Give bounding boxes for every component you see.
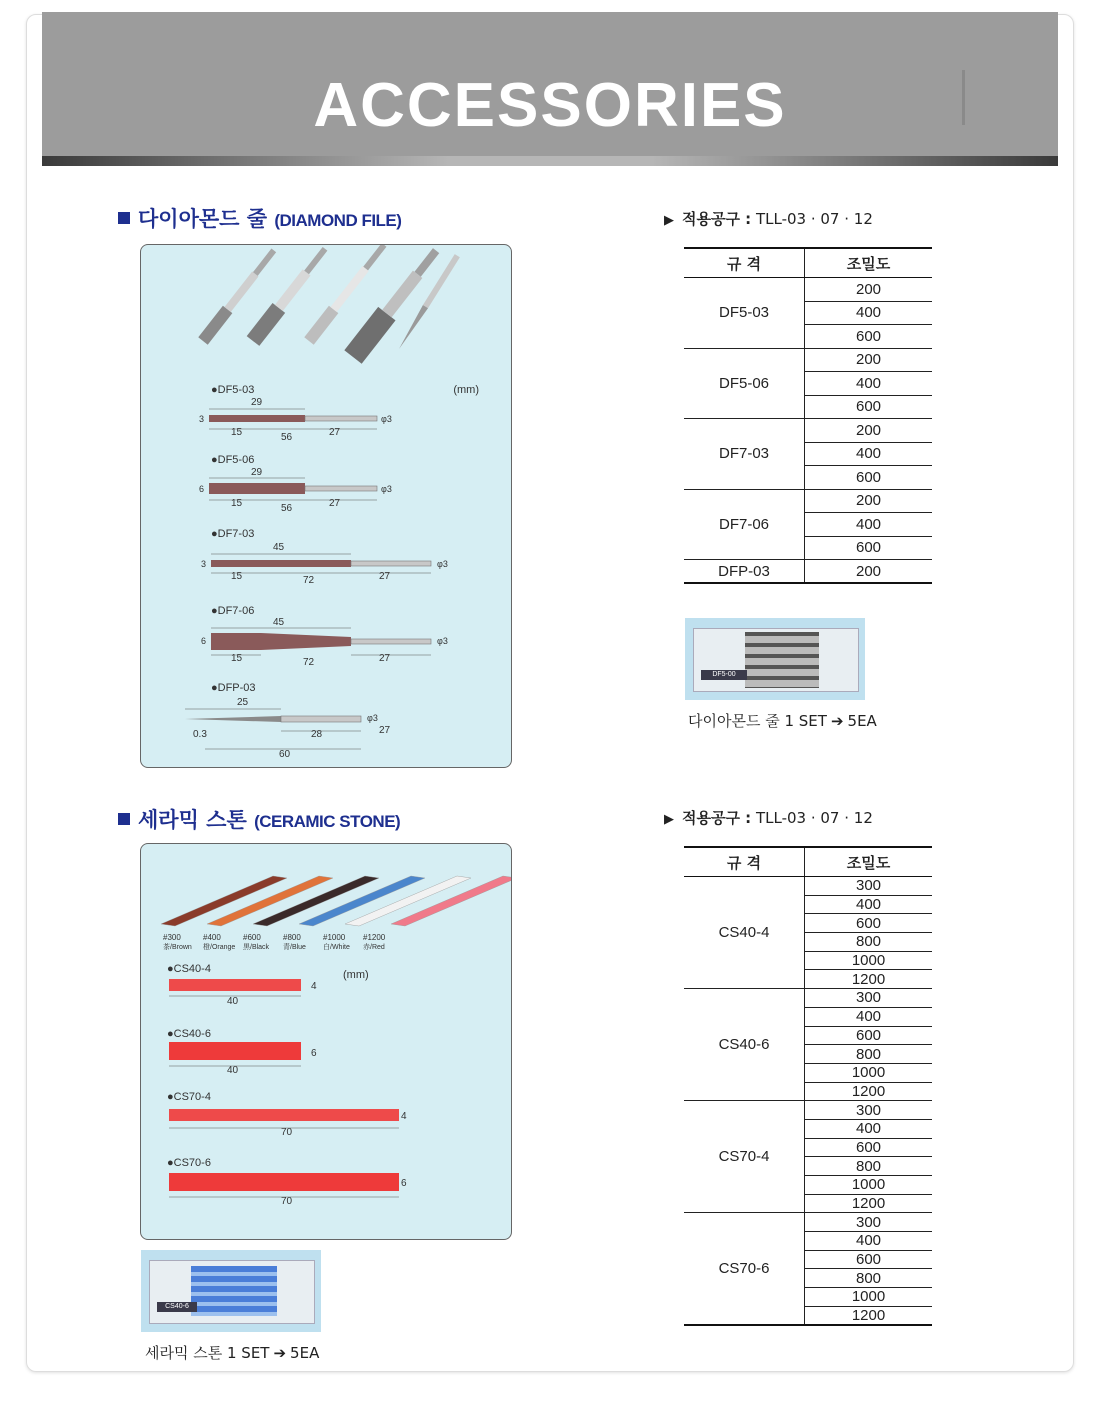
tool-label: 적용공구 : [682, 809, 752, 827]
section-title-diamond-file [118, 203, 401, 233]
table-row [684, 560, 932, 584]
ceramic-set-photo [141, 1250, 321, 1332]
dim-left: 15 [231, 653, 243, 664]
stone-grit-label: #1200 [363, 933, 386, 942]
grit-cell: 800 [805, 1269, 933, 1288]
square-bullet-icon [118, 212, 130, 224]
caption-right: 5EA [847, 712, 877, 730]
grit-cell: 1200 [805, 1306, 933, 1325]
ceramic-stone-drawing [141, 844, 511, 1239]
grit-cell: 300 [805, 877, 933, 896]
drawing-label: ●DF7-03 [211, 528, 255, 540]
square-bullet-icon [118, 813, 130, 825]
model-cell: CS40-6 [684, 989, 805, 1101]
header-banner [42, 12, 1058, 164]
dim-mid: 72 [303, 657, 315, 668]
dim-height: 4 [311, 981, 317, 992]
grit-cell: 200 [805, 489, 933, 513]
dim-diameter: φ3 [381, 414, 392, 424]
grit-cell: 300 [805, 1101, 933, 1120]
dim-diameter: φ3 [437, 559, 448, 569]
grit-cell: 1000 [805, 1176, 933, 1195]
stone-grit-label: #600 [243, 933, 261, 942]
model-cell: DF7-06 [684, 489, 805, 560]
grit-cell: 600 [805, 1138, 933, 1157]
diamond-file-drawing [141, 245, 511, 767]
table-row [684, 419, 932, 443]
dim-right: 27 [379, 725, 391, 736]
dim-mid: 72 [303, 575, 315, 586]
dim-diameter: φ3 [367, 713, 378, 723]
grit-cell: 200 [805, 419, 933, 443]
arrow-right-icon: ➔ [273, 1344, 287, 1362]
grit-cell: 1200 [805, 970, 933, 989]
header-grit: 조밀도 [805, 847, 933, 877]
header-grit: 조밀도 [805, 248, 933, 278]
dim-length: 70 [281, 1196, 293, 1207]
drawing-label: ●CS70-6 [167, 1157, 211, 1169]
dim-mid: 56 [281, 432, 293, 443]
grit-cell: 800 [805, 933, 933, 952]
dim-right: 27 [329, 427, 341, 438]
stone-color-label: 黒/Black [243, 944, 270, 951]
grit-cell: 600 [805, 466, 933, 490]
page-title: ACCESSORIES [313, 71, 787, 140]
dim-bottom: 60 [279, 749, 291, 760]
grit-cell: 200 [805, 560, 933, 584]
grit-cell: 400 [805, 513, 933, 537]
banner-gradient-bar [42, 156, 1058, 166]
grit-cell: 400 [805, 1007, 933, 1026]
dim-top: 45 [273, 617, 285, 628]
grit-cell: 1200 [805, 1194, 933, 1213]
grit-cell: 600 [805, 1026, 933, 1045]
stone-grit-label: #300 [163, 933, 181, 942]
grit-cell: 400 [805, 372, 933, 396]
caption-left: 세라믹 스톤 1 SET [145, 1344, 270, 1362]
grit-cell: 1000 [805, 1288, 933, 1307]
dim-height: 6 [201, 636, 207, 646]
model-cell: DF7-03 [684, 419, 805, 490]
grit-cell: 400 [805, 1119, 933, 1138]
ceramic-drawing-unit: (mm) [343, 969, 369, 981]
header-model: 규 격 [684, 847, 805, 877]
diamond-spec-table [684, 247, 932, 584]
set-box-label: CS40-6 [157, 1302, 197, 1312]
grit-cell: 600 [805, 536, 933, 560]
grit-cell: 1000 [805, 1063, 933, 1082]
dim-height: 3 [201, 559, 207, 569]
table-row [684, 989, 932, 1008]
model-cell: CS70-4 [684, 1101, 805, 1213]
stone-grit-label: #400 [203, 933, 221, 942]
drawing-label: ●DFP-03 [211, 682, 256, 694]
dim-mid: 56 [281, 503, 293, 514]
ceramic-spec-table [684, 846, 932, 1326]
section-title-ko: 세라믹 스톤 [138, 808, 247, 832]
dim-left: 15 [231, 427, 243, 438]
model-cell: DF5-06 [684, 348, 805, 419]
model-cell: CS40-4 [684, 877, 805, 989]
table-row [684, 489, 932, 513]
dim-height: 6 [199, 484, 205, 494]
diamond-file-images-icon [198, 245, 460, 364]
table-row [684, 348, 932, 372]
set-box-label: DF5-00 [701, 670, 747, 680]
ceramic-stones-icon [161, 876, 511, 951]
dim-diameter: φ3 [381, 484, 392, 494]
grit-cell: 400 [805, 442, 933, 466]
caption-right: 5EA [290, 1344, 320, 1362]
grit-cell: 1200 [805, 1082, 933, 1101]
dim-height: 3 [199, 414, 205, 424]
drawing-label: ●DF5-03 [211, 384, 255, 396]
header-model: 규 격 [684, 248, 805, 278]
table-row [684, 1101, 932, 1120]
section-title-ceramic-stone [118, 804, 400, 834]
grit-cell: 300 [805, 989, 933, 1008]
diamond-drawing-unit: (mm) [453, 384, 479, 396]
dim-top: 25 [237, 697, 249, 708]
dim-right: 27 [329, 498, 341, 509]
section-title-en: (CERAMIC STONE) [254, 812, 401, 831]
grit-cell: 400 [805, 895, 933, 914]
table-row [684, 877, 932, 896]
grit-cell: 800 [805, 1157, 933, 1176]
grit-cell: 600 [805, 1250, 933, 1269]
stone-grit-label: #1000 [323, 933, 346, 942]
model-cell: DFP-03 [684, 560, 805, 584]
grit-cell: 300 [805, 1213, 933, 1232]
dim-left: 15 [231, 571, 243, 582]
grit-cell: 600 [805, 914, 933, 933]
arrow-right-icon: ➔ [830, 712, 844, 730]
dim-top: 45 [273, 542, 285, 553]
ceramic-set-caption [145, 1342, 319, 1363]
tool-value: TLL-03 · 07 · 12 [755, 809, 873, 827]
model-cell: CS70-6 [684, 1213, 805, 1325]
banner-divider [962, 70, 965, 125]
drawing-label: ●CS70-4 [167, 1091, 211, 1103]
drawing-label: ●DF5-06 [211, 454, 255, 466]
stone-color-label: 青/Blue [283, 944, 306, 951]
dim-height: 6 [401, 1178, 407, 1189]
grit-cell: 600 [805, 395, 933, 419]
table-row [684, 1213, 932, 1232]
dim-height: 6 [311, 1048, 317, 1059]
dim-height: 4 [401, 1111, 407, 1122]
dim-diameter: φ3 [437, 636, 448, 646]
grit-cell: 1000 [805, 951, 933, 970]
grit-cell: 400 [805, 1232, 933, 1251]
grit-cell: 200 [805, 278, 933, 302]
diamond-set-photo [685, 618, 865, 700]
dim-right: 27 [379, 571, 391, 582]
grit-cell: 800 [805, 1045, 933, 1064]
drawing-label: ●CS40-4 [167, 963, 211, 975]
diamond-file-photo [140, 244, 512, 768]
grit-cell: 200 [805, 348, 933, 372]
applicable-tool-diamond [664, 208, 873, 229]
tool-label: 적용공구 : [682, 210, 752, 228]
caption-left: 다이아몬드 줄 1 SET [688, 712, 827, 730]
stone-color-label: 白/White [323, 944, 350, 951]
dim-left: 15 [231, 498, 243, 509]
table-row [684, 278, 932, 302]
ceramic-stone-photo [140, 843, 512, 1240]
dim-length: 40 [227, 996, 239, 1007]
stone-color-label: 橙/Orange [203, 944, 236, 951]
dim-top: 29 [251, 467, 263, 478]
section-title-en: (DIAMOND FILE) [274, 211, 402, 230]
triangle-right-icon: ▶ [664, 213, 674, 228]
diamond-set-caption [688, 710, 877, 731]
grit-cell: 400 [805, 301, 933, 325]
tool-value: TLL-03 · 07 · 12 [755, 210, 873, 228]
dim-top: 29 [251, 397, 263, 408]
drawing-label: ●CS40-6 [167, 1028, 211, 1040]
dim-length: 40 [227, 1065, 239, 1076]
dim-mid: 28 [311, 729, 323, 740]
applicable-tool-ceramic [664, 807, 873, 828]
dim-length: 70 [281, 1127, 293, 1138]
dim-left: 0.3 [193, 729, 207, 740]
drawing-label: ●DF7-06 [211, 605, 255, 617]
stone-color-label: 赤/Red [363, 944, 385, 951]
triangle-right-icon: ▶ [664, 812, 674, 827]
model-cell: DF5-03 [684, 278, 805, 349]
stone-color-label: 茶/Brown [163, 944, 192, 951]
grit-cell: 600 [805, 325, 933, 349]
stone-grit-label: #800 [283, 933, 301, 942]
dim-right: 27 [379, 653, 391, 664]
section-title-ko: 다이아몬드 줄 [138, 207, 268, 231]
